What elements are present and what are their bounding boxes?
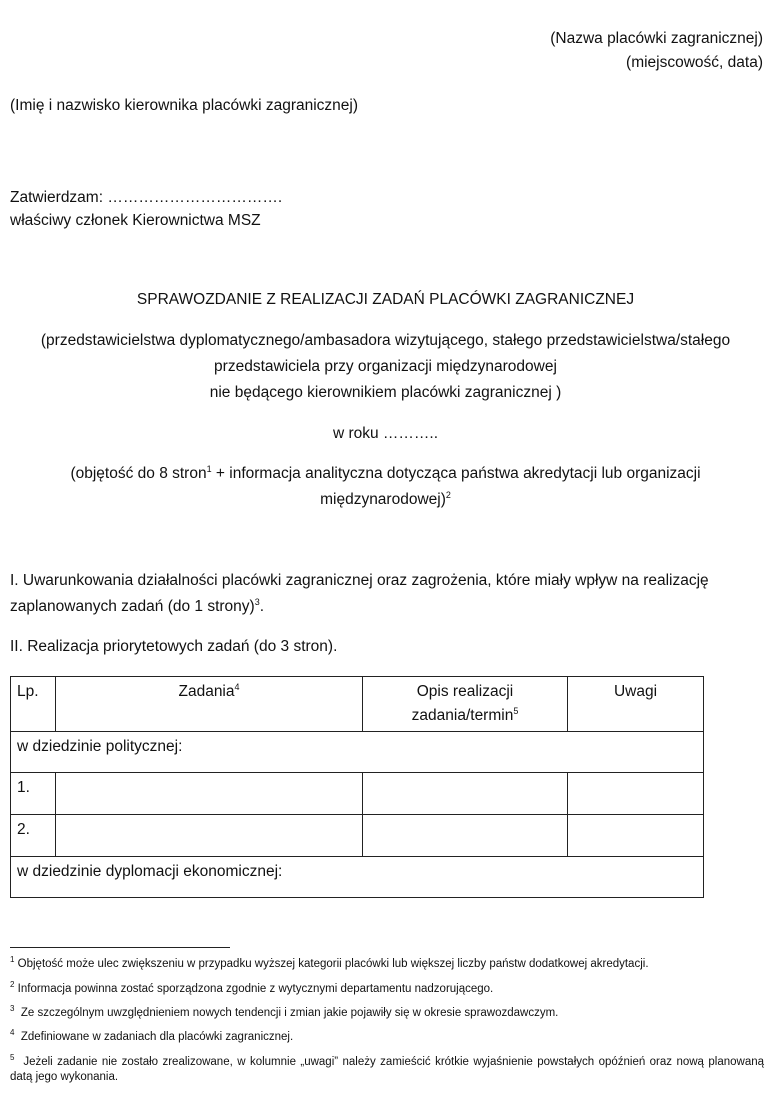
tasks-table bbox=[10, 676, 704, 898]
section-1-heading: I. Uwarunkowania działalności placówki zagranicznej oraz zagrożenia, które miały wpływ na realizację zaplanowanych zadań (do 1 strony)$^3$. bbox=[10, 572, 709, 615]
document-title: SPRAWOZDANIE Z REALIZACJI ZADAŃ PLACÓWKI ZAGRANICZNEJ bbox=[136, 291, 635, 308]
group-economic: w dziedzinie dyplomacji ekonomicznej: bbox=[11, 857, 704, 898]
footnote-3: $^3$ Ze szczególnym uwzględnieniem nowych tendencji i zmian jakie pojawiły się w okresie sprawozdawczym. bbox=[10, 1004, 559, 1019]
head-of-institution: (Imię i nazwisko kierownika placówki zagranicznej) bbox=[10, 97, 359, 114]
footnote-4: $^4$ Zdefiniowane w zadaniach dla placówki zagranicznej. bbox=[10, 1028, 294, 1043]
table-row bbox=[11, 815, 704, 857]
volume-line-1: (objętość do 8 stron$^1$ + informacja analityczna dotycząca państwa akredytacji lub organizacji bbox=[70, 463, 701, 482]
cell-task[interactable] bbox=[56, 815, 363, 857]
approval-label: Zatwierdzam: ……………………………. bbox=[10, 189, 283, 206]
col-tasks: Zadania$^4$ bbox=[56, 677, 363, 732]
institution-name: (Nazwa placówki zagranicznej) bbox=[550, 30, 763, 47]
col-notes: Uwagi bbox=[568, 677, 704, 732]
cell-notes[interactable] bbox=[568, 773, 704, 815]
place-date: (miejscowość, data) bbox=[626, 54, 763, 71]
section-2-heading: II. Realizacja priorytetowych zadań (do 3 stron). bbox=[10, 638, 338, 655]
footnote-5: $^5$ Jeżeli zadanie nie zostało zrealizowane, w kolumnie „uwagi” należy zamieścić krótkie wyjaśnienie powstałych opóźnień oraz nową planowaną datą jego wykonania. bbox=[10, 1053, 765, 1083]
cell-task[interactable] bbox=[56, 773, 363, 815]
row-number: 1. bbox=[11, 773, 56, 815]
footnote-1: $^1$ Objętość może ulec zwiększeniu w przypadku wyższej kategorii placówki lub większej liczby państw dodatkowej akredytacji. bbox=[10, 955, 649, 970]
approval-signer: właściwy członek Kierownictwa MSZ bbox=[10, 212, 261, 229]
subtitle-line-2: przedstawiciela przy organizacji międzynarodowej bbox=[214, 358, 557, 375]
volume-note bbox=[0, 461, 771, 513]
cell-notes[interactable] bbox=[568, 815, 704, 857]
row-number: 2. bbox=[11, 815, 56, 857]
cell-description[interactable] bbox=[363, 815, 568, 857]
col-description: Opis realizacji zadania/termin$^5$ bbox=[363, 677, 568, 732]
volume-line-2: międzynarodowej)$^2$ bbox=[320, 489, 451, 508]
table-row bbox=[11, 773, 704, 815]
subtitle-line-1: (przedstawicielstwa dyplomatycznego/ambasadora wizytującego, stałego przedstawicielstwa/stałego bbox=[40, 332, 731, 349]
footnote-2: $^2$ Informacja powinna zostać sporządzona zgodnie z wytycznymi departamentu nadzorującego. bbox=[10, 980, 494, 995]
subtitle-line-3: nie będącego kierownikiem placówki zagranicznej ) bbox=[209, 384, 562, 401]
group-political: w dziedzinie politycznej: bbox=[11, 732, 704, 773]
footnote-separator bbox=[10, 947, 230, 948]
document-subtitle bbox=[0, 328, 771, 406]
col-lp: Lp. bbox=[11, 677, 56, 732]
cell-description[interactable] bbox=[363, 773, 568, 815]
report-year: w roku ……….. bbox=[332, 425, 439, 442]
